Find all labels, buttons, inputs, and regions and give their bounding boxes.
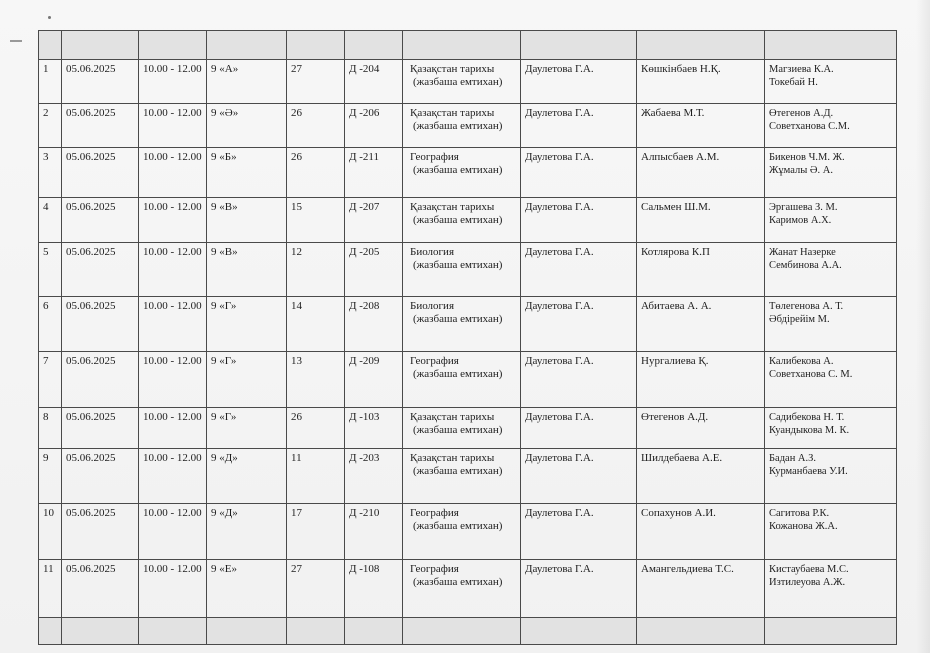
exam-date: 05.06.2025 [62,198,139,243]
exam-time: 10.00 - 12.00 [139,243,207,297]
table-row [39,297,897,352]
exam-mode: (жазбаша емтихан) [413,259,503,271]
subject-name: Биология [410,246,455,258]
room-number: Д -205 [345,243,403,297]
class-name: 9 «Г» [207,352,287,408]
exam-time: 10.00 - 12.00 [139,198,207,243]
subject-name: Қазақстан тарихы [410,63,495,75]
examining-teacher: Алпысбаев А.М. [637,148,765,198]
examining-teacher: Нургалиева Қ. [637,352,765,408]
assistants-cell [765,408,897,449]
commission-chair: Даулетова Г.А. [521,104,637,148]
assistant-2: Курманбаева У.И. [769,466,848,477]
subject-name: Биология [410,300,455,312]
row-number: 1 [39,60,62,104]
subject-cell [403,243,521,297]
assistant-2: Кожанова Ж.А. [769,521,838,532]
assistant-1: Эргашева З. М. [769,202,838,213]
assistants-cell [765,243,897,297]
exam-time: 10.00 - 12.00 [139,352,207,408]
subject-cell [403,104,521,148]
subject-cell [403,198,521,243]
subject-cell [403,408,521,449]
exam-mode: (жазбаша емтихан) [413,214,503,226]
row-number: 9 [39,449,62,504]
subject-name: Қазақстан тарихы [410,107,495,119]
assistant-1: Бикенов Ч.М. Ж. [769,152,845,163]
row-number: 8 [39,408,62,449]
exam-time: 10.00 - 12.00 [139,560,207,618]
exam-time: 10.00 - 12.00 [139,449,207,504]
subject-name: Қазақстан тарихы [410,201,495,213]
class-name: 9 «В» [207,243,287,297]
room-number: Д -209 [345,352,403,408]
room-number: Д -103 [345,408,403,449]
examining-teacher: Сальмен Ш.М. [637,198,765,243]
subject-cell [403,297,521,352]
table-row [39,449,897,504]
assistant-2: Советханова С.М. [769,121,850,132]
room-number: Д -208 [345,297,403,352]
exam-mode: (жазбаша емтихан) [413,313,503,325]
room-number: Д -210 [345,504,403,560]
exam-mode: (жазбаша емтихан) [413,164,503,176]
row-number: 2 [39,104,62,148]
exam-time: 10.00 - 12.00 [139,504,207,560]
class-name: 9 «Г» [207,297,287,352]
exam-date: 05.06.2025 [62,104,139,148]
commission-chair: Даулетова Г.А. [521,243,637,297]
commission-chair: Даулетова Г.А. [521,560,637,618]
class-name: 9 «Е» [207,560,287,618]
assistant-1: Жанат Назерке [769,247,836,258]
student-count: 11 [287,449,345,504]
row-number: 4 [39,198,62,243]
exam-date: 05.06.2025 [62,504,139,560]
header-row-blank [39,31,897,60]
assistant-1: Сагитова Р.К. [769,508,830,519]
assistant-1: Өтегенов А.Д. [769,108,834,119]
commission-chair: Даулетова Г.А. [521,352,637,408]
commission-chair: Даулетова Г.А. [521,60,637,104]
student-count: 14 [287,297,345,352]
assistants-cell [765,148,897,198]
student-count: 27 [287,560,345,618]
exam-mode: (жазбаша емтихан) [413,368,503,380]
subject-cell [403,449,521,504]
examining-teacher: Котлярова К.П [637,243,765,297]
table-row [39,60,897,104]
table-row [39,148,897,198]
assistants-cell [765,449,897,504]
subject-name: Қазақстан тарихы [410,452,495,464]
table-row [39,408,897,449]
exam-mode: (жазбаша емтихан) [413,424,503,436]
subject-name: География [410,355,459,367]
assistant-1: Кистаубаева М.С. [769,564,849,575]
subject-cell [403,352,521,408]
room-number: Д -204 [345,60,403,104]
class-name: 9 «Д» [207,504,287,560]
exam-time: 10.00 - 12.00 [139,297,207,352]
assistant-2: Сембинова А.А. [769,260,842,271]
commission-chair: Даулетова Г.А. [521,449,637,504]
subject-cell [403,504,521,560]
row-number: 3 [39,148,62,198]
assistant-2: Токебай Н. [769,77,818,88]
room-number: Д -207 [345,198,403,243]
assistant-2: Советханова С. М. [769,369,853,380]
row-number: 11 [39,560,62,618]
assistants-cell [765,60,897,104]
examining-teacher: Шилдебаева А.Е. [637,449,765,504]
student-count: 26 [287,148,345,198]
subject-name: География [410,507,459,519]
class-name: 9 «А» [207,60,287,104]
room-number: Д -206 [345,104,403,148]
commission-chair: Даулетова Г.А. [521,504,637,560]
exam-mode: (жазбаша емтихан) [413,76,503,88]
examining-teacher: Көшкінбаев Н.Қ. [637,60,765,104]
row-number: 7 [39,352,62,408]
row-number: 5 [39,243,62,297]
assistants-cell [765,104,897,148]
exam-date: 05.06.2025 [62,60,139,104]
examining-teacher: Амангельдиева Т.С. [637,560,765,618]
room-number: Д -211 [345,148,403,198]
table-row [39,104,897,148]
table-row [39,560,897,618]
exam-date: 05.06.2025 [62,148,139,198]
exam-date: 05.06.2025 [62,449,139,504]
scan-speck [10,40,22,42]
assistant-2: Изтилеуова А.Ж. [769,577,846,588]
table-row [39,352,897,408]
room-number: Д -203 [345,449,403,504]
assistants-cell [765,297,897,352]
student-count: 15 [287,198,345,243]
exam-mode: (жазбаша емтихан) [413,520,503,532]
student-count: 17 [287,504,345,560]
assistant-1: Садибекова Н. Т. [769,412,845,423]
exam-mode: (жазбаша емтихан) [413,120,503,132]
assistants-cell [765,504,897,560]
commission-chair: Даулетова Г.А. [521,148,637,198]
exam-date: 05.06.2025 [62,352,139,408]
exam-date: 05.06.2025 [62,243,139,297]
exam-date: 05.06.2025 [62,297,139,352]
class-name: 9 «Ә» [207,104,287,148]
examining-teacher: Абитаева А. А. [637,297,765,352]
student-count: 26 [287,104,345,148]
student-count: 13 [287,352,345,408]
assistant-1: Төлегенова А. Т. [769,301,844,312]
student-count: 26 [287,408,345,449]
commission-chair: Даулетова Г.А. [521,297,637,352]
student-count: 27 [287,60,345,104]
subject-name: География [410,563,459,575]
commission-chair: Даулетова Г.А. [521,198,637,243]
row-number: 6 [39,297,62,352]
exam-time: 10.00 - 12.00 [139,148,207,198]
examining-teacher: Өтегенов А.Д. [637,408,765,449]
row-number: 10 [39,504,62,560]
assistant-2: Куандыкова М. К. [769,425,850,436]
assistant-1: Калибекова А. [769,356,834,367]
exam-date: 05.06.2025 [62,408,139,449]
assistant-2: Жұмалы Ә. А. [769,165,833,176]
assistants-cell [765,352,897,408]
subject-cell [403,148,521,198]
class-name: 9 «В» [207,198,287,243]
commission-chair: Даулетова Г.А. [521,408,637,449]
exam-mode: (жазбаша емтихан) [413,465,503,477]
exam-mode: (жазбаша емтихан) [413,576,503,588]
exam-time: 10.00 - 12.00 [139,408,207,449]
assistant-1: Бадан А.З. [769,453,817,464]
assistant-1: Магзиева К.А. [769,64,834,75]
table-row [39,198,897,243]
exam-schedule-table [38,30,897,645]
subject-cell [403,60,521,104]
class-name: 9 «Б» [207,148,287,198]
table-row [39,504,897,560]
examining-teacher: Жабаева М.Т. [637,104,765,148]
subject-cell [403,560,521,618]
exam-date: 05.06.2025 [62,560,139,618]
assistant-2: Әбдірейім М. [769,314,830,325]
exam-time: 10.00 - 12.00 [139,104,207,148]
student-count: 12 [287,243,345,297]
scan-speck [48,16,51,19]
examining-teacher: Сопахунов А.И. [637,504,765,560]
assistants-cell [765,560,897,618]
assistant-2: Каримов А.Х. [769,215,832,226]
table-row [39,243,897,297]
class-name: 9 «Г» [207,408,287,449]
room-number: Д -108 [345,560,403,618]
exam-time: 10.00 - 12.00 [139,60,207,104]
subject-name: Қазақстан тарихы [410,411,495,423]
assistants-cell [765,198,897,243]
footer-row-blank [39,618,897,645]
class-name: 9 «Д» [207,449,287,504]
subject-name: География [410,151,459,163]
